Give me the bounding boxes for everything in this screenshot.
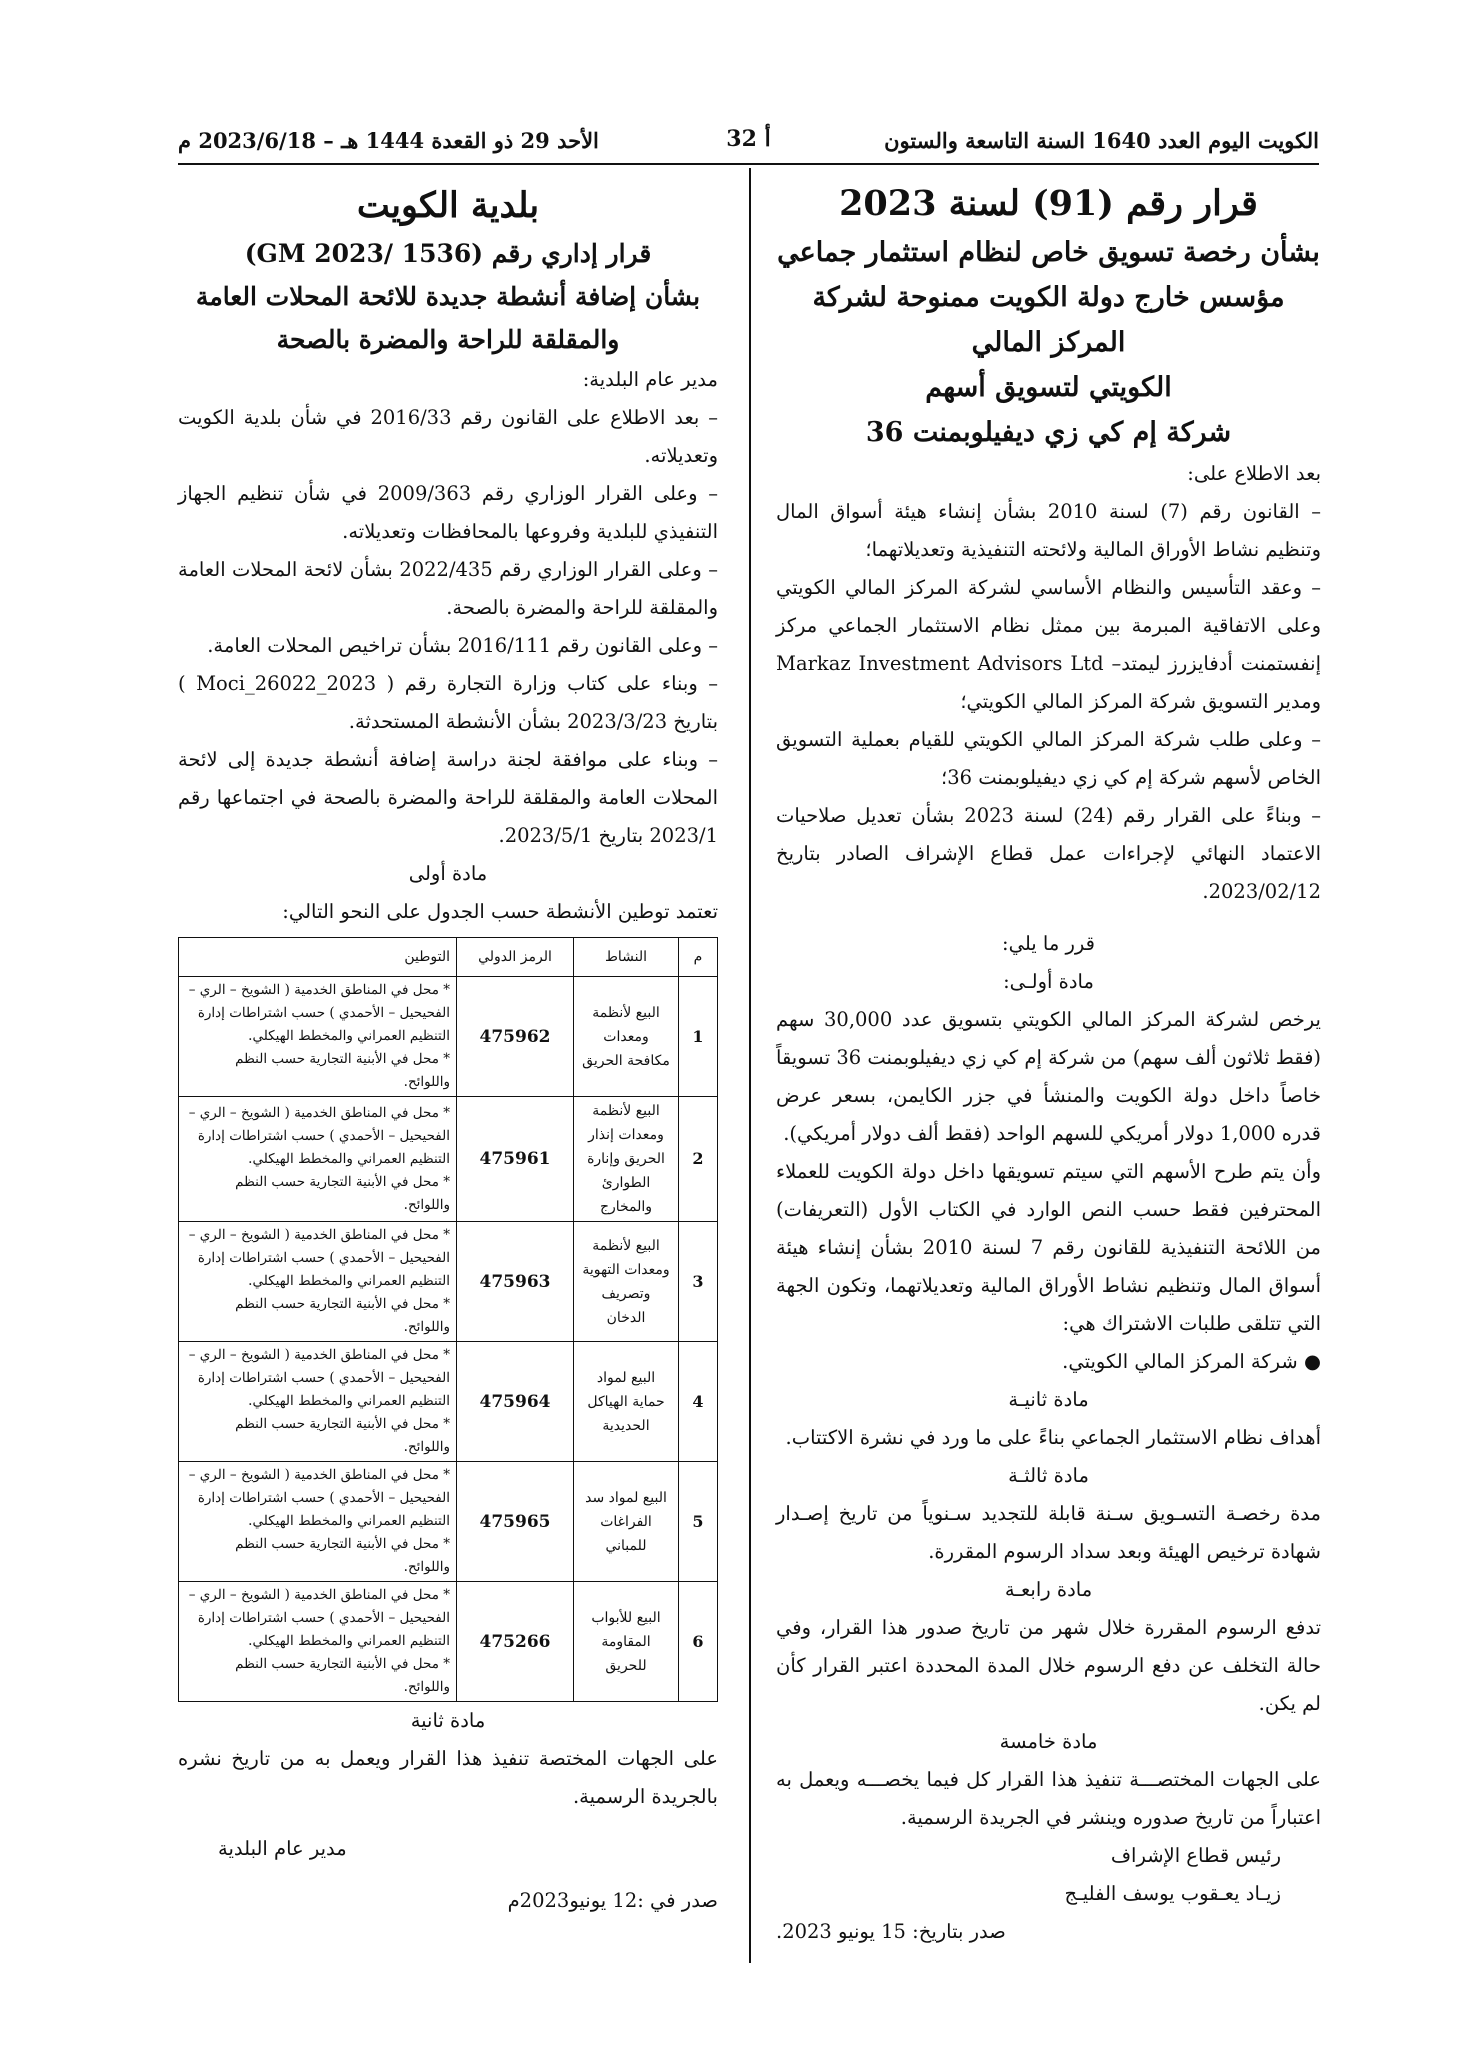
article-5-title: مادة خامسة xyxy=(999,1730,1098,1753)
table-row xyxy=(179,977,718,1097)
decision-91-subtitle-2: مؤسس خارج دولة الكويت ممنوحة لشركة المركز المالي xyxy=(812,282,1285,358)
header-date: الأحد 29 ذو القعدة 1444 هـ – 2023/6/18 م xyxy=(178,128,599,153)
column-divider xyxy=(749,168,751,1963)
article-1-title: مادة أولى xyxy=(408,862,488,885)
article-1-bullet: ● شركة المركز المالي الكويتي. xyxy=(1062,1350,1321,1373)
article-2-title: مادة ثانيـة xyxy=(1008,1388,1089,1411)
row-location: * محل في المناطق الخدمية ( الشويخ – الري – الفحيحيل – الأحمدي ) حسب اشتراطات إدارة التنظيم العمراني والمخطط الهيكلي. * محل في الأبنية التجارية حسب النظم واللوائح. xyxy=(179,977,457,1097)
row-location: * محل في المناطق الخدمية ( الشويخ – الري – الفحيحيل – الأحمدي ) حسب اشتراطات إدارة التنظيم العمراني والمخطط الهيكلي. * محل في الأبنية التجارية حسب النظم واللوائح. xyxy=(179,1097,457,1222)
issue-date: صدر في :12 يونيو2023م xyxy=(507,1889,718,1912)
article-1-text: تعتمد توطين الأنشطة حسب الجدول على النحو التالي: xyxy=(282,900,718,923)
preamble-item: – وعلى القانون رقم 2016/111 بشأن تراخيص المحلات العامة. xyxy=(207,634,718,657)
row-number: 4 xyxy=(679,1342,718,1462)
preamble-item: – وعلى القرار الوزاري رقم 2009/363 في شأن تنظيم الجهاز التنفيذي للبلدية وفروعها بالمحافظات وتعديلاته. xyxy=(178,482,719,543)
preamble-item: – وبناء على كتاب وزارة التجارة رقم ( Moci_26022_2023 ) بتاريخ 2023/3/23 بشأن الأنشطة المستحدثة. xyxy=(178,672,718,733)
row-number: 6 xyxy=(679,1582,718,1702)
article-1-paragraph: يرخص لشركة المركز المالي الكويتي بتسويق عدد 30,000 سهم (فقط ثلاثون ألف سهم) من شركة إم كي زي ديفيلوبمنت 36 تسويقاً خاصاً داخل دولة الكويت والمنشأ في جزر الكايمن، بسعر عرض قدره 1,000 دولار أمريكي للسهم الواحد (فقط ألف دولار أمريكي). xyxy=(776,1008,1321,1145)
row-location: * محل في المناطق الخدمية ( الشويخ – الري – الفحيحيل – الأحمدي ) حسب اشتراطات إدارة التنظيم العمراني والمخطط الهيكلي. * محل في الأبنية التجارية حسب النظم واللوائح. xyxy=(179,1462,457,1582)
row-code: 475965 xyxy=(457,1462,574,1582)
issue-date: صدر بتاريخ: 15 يونيو 2023. xyxy=(776,1920,1006,1943)
row-activity: البيع لأنظمة ومعدات التهوية وتصريف الدخان xyxy=(574,1222,679,1342)
preamble-item: – وبناء على موافقة لجنة دراسة إضافة أنشطة جديدة إلى لائحة المحلات العامة والمقلقة للراحة والمضرة بالصحة في اجتماعها رقم 2023/1 بتاريخ 2023/5/1. xyxy=(178,748,718,847)
preamble-item: – وعلى طلب شركة المركز المالي الكويتي للقيام بعملية التسويق الخاص لأسهم شركة إم كي زي ديفيلوبمنت 36؛ xyxy=(776,728,1321,789)
row-number: 3 xyxy=(679,1222,718,1342)
decision-91-title: قرار رقم (91) لسنة 2023 xyxy=(839,183,1258,224)
preamble-item: – وعقد التأسيس والنظام الأساسي لشركة المركز المالي الكويتي وعلى الاتفاقية المبرمة بين ممثل نظام الاستثمار الجماعي مركز إنفستمنت أدفايزرز ليمتد– Markaz Investment Advisors Ltd ومدير التسويق شركة المركز المالي الكويتي؛ xyxy=(776,576,1321,713)
decision-heading: قرر ما يلي: xyxy=(1002,932,1095,955)
decision-91-subtitle-4: شركة إم كي زي ديفيلوبمنت 36 xyxy=(865,417,1232,448)
row-location: * محل في المناطق الخدمية ( الشويخ – الري – الفحيحيل – الأحمدي ) حسب اشتراطات إدارة التنظيم العمراني والمخطط الهيكلي. * محل في الأبنية التجارية حسب النظم واللوائح. xyxy=(179,1582,457,1702)
article-1-title: مادة أولـى: xyxy=(1003,970,1094,993)
article-4-title: مادة رابعـة xyxy=(1004,1578,1093,1601)
decision-91-subtitle-1: بشأن رخصة تسويق خاص لنظام استثمار جماعي xyxy=(777,237,1320,268)
table-row xyxy=(179,1342,718,1462)
table-row xyxy=(179,1582,718,1702)
signatory-title: رئيس قطاع الإشراف xyxy=(1110,1844,1281,1867)
preamble-item: – وعلى القرار الوزاري رقم 2022/435 بشأن لائحة المحلات العامة والمقلقة للراحة والمضرة بالصحة. xyxy=(178,558,718,619)
row-activity: البيع لمواد سد الفراغات للمباني xyxy=(574,1462,679,1582)
row-number: 5 xyxy=(679,1462,718,1582)
article-4-text: تدفع الرسوم المقررة خلال شهر من تاريخ صدور هذا القرار، وفي حالة التخلف عن دفع الرسوم خلال المدة المحددة اعتبر القرار كأن لم يكن. xyxy=(776,1616,1321,1715)
row-code: 475266 xyxy=(457,1582,574,1702)
admin-decision-title: قرار إداري رقم (GM 2023/ 1536) xyxy=(244,239,652,268)
row-number: 2 xyxy=(679,1097,718,1222)
signatory-name: زيـاد يعـقوب يوسف الفليـج xyxy=(1064,1882,1281,1905)
row-code: 475962 xyxy=(457,977,574,1097)
row-location: * محل في المناطق الخدمية ( الشويخ – الري – الفحيحيل – الأحمدي ) حسب اشتراطات إدارة التنظيم العمراني والمخطط الهيكلي. * محل في الأبنية التجارية حسب النظم واللوائح. xyxy=(179,1222,457,1342)
article-1-paragraph: وأن يتم طرح الأسهم التي سيتم تسويقها داخل دولة الكويت للعملاء المحترفين فقط حسب النص الوارد في الكتاب الأول (التعريفات) من اللائحة التنفيذية للقانون رقم 7 لسنة 2010 بشأن إنشاء هيئة أسواق المال وتنظيم نشاط الأوراق المالية وتعديلاتهما، وتكون الجهة التي تتلقى طلبات الاشتراك هي: xyxy=(776,1160,1322,1335)
col-header-location: التوطين xyxy=(179,938,457,977)
header-rule xyxy=(178,163,1319,165)
article-2-text: على الجهات المختصة تنفيذ هذا القرار ويعمل به من تاريخ نشره بالجريدة الرسمية. xyxy=(178,1747,718,1808)
activities-table xyxy=(178,937,718,1702)
article-2-title: مادة ثانية xyxy=(410,1709,486,1732)
col-header-number: م xyxy=(679,938,718,977)
article-2-text: أهداف نظام الاستثمار الجماعي بناءً على ما ورد في نشرة الاكتتاب. xyxy=(785,1426,1321,1449)
header-page-number: أ 32 xyxy=(726,126,771,152)
decision-91-column xyxy=(776,178,1321,1951)
row-number: 1 xyxy=(679,977,718,1097)
preamble-intro: بعد الاطلاع على: xyxy=(1187,462,1321,485)
row-activity: البيع للأبواب المقاومة للحريق xyxy=(574,1582,679,1702)
admin-decision-subtitle-1: بشأن إضافة أنشطة جديدة للائحة المحلات العامة xyxy=(195,282,701,311)
issuer-line: مدير عام البلدية: xyxy=(582,368,718,391)
signature: مدير عام البلدية xyxy=(218,1837,347,1860)
col-header-activity: النشاط xyxy=(574,938,679,977)
table-row xyxy=(179,1222,718,1342)
municipality-decision-column xyxy=(178,180,718,1920)
article-3-text: مدة رخصـة التسـويق سـنة قابلة للتجديد سـنوياً من تاريخ إصـدار شهادة ترخيص الهيئة وبعد سداد الرسوم المقررة. xyxy=(776,1502,1321,1563)
preamble-item: – القانون رقم (7) لسنة 2010 بشأن إنشاء هيئة أسواق المال وتنظيم نشاط الأوراق المالية ولائحته التنفيذية وتعديلاتهما؛ xyxy=(776,500,1321,561)
row-activity: البيع لأنظمة ومعدات إنذار الحريق وإنارة الطوارئ والمخارج xyxy=(574,1097,679,1222)
table-row xyxy=(179,1462,718,1582)
row-code: 475963 xyxy=(457,1222,574,1342)
preamble-item: – وبناءً على القرار رقم (24) لسنة 2023 بشأن تعديل صلاحيات الاعتماد النهائي لإجراءات عمل قطاع الإشراف الصادر بتاريخ 2023/02/12. xyxy=(776,804,1321,903)
row-activity: البيع لمواد حماية الهياكل الحديدية xyxy=(574,1342,679,1462)
row-location: * محل في المناطق الخدمية ( الشويخ – الري – الفحيحيل – الأحمدي ) حسب اشتراطات إدارة التنظيم العمراني والمخطط الهيكلي. * محل في الأبنية التجارية حسب النظم واللوائح. xyxy=(179,1342,457,1462)
header-issue: الكويت اليوم العدد 1640 السنة التاسعة والستون xyxy=(884,128,1319,153)
col-header-code: الرمز الدولي xyxy=(457,938,574,977)
authority-name: بلدية الكويت xyxy=(356,185,540,226)
admin-decision-subtitle-2: والمقلقة للراحة والمضرة بالصحة xyxy=(276,325,620,354)
article-3-title: مادة ثالثـة xyxy=(1008,1464,1089,1487)
row-code: 475964 xyxy=(457,1342,574,1462)
table-row xyxy=(179,1097,718,1222)
article-5-text: على الجهات المختصـــة تنفيذ هذا القرار كل فيما يخصـــه ويعمل به اعتباراً من تاريخ صدوره وينشر في الجريدة الرسمية. xyxy=(776,1768,1321,1829)
table-header-row xyxy=(179,938,718,977)
row-code: 475961 xyxy=(457,1097,574,1222)
decision-91-subtitle-3: الكويتي لتسويق أسهم xyxy=(925,372,1172,403)
row-activity: البيع لأنظمة ومعدات مكافحة الحريق xyxy=(574,977,679,1097)
preamble-item: – بعد الاطلاع على القانون رقم 2016/33 في شأن بلدية الكويت وتعديلاته. xyxy=(178,406,718,467)
page-header xyxy=(178,122,1319,162)
